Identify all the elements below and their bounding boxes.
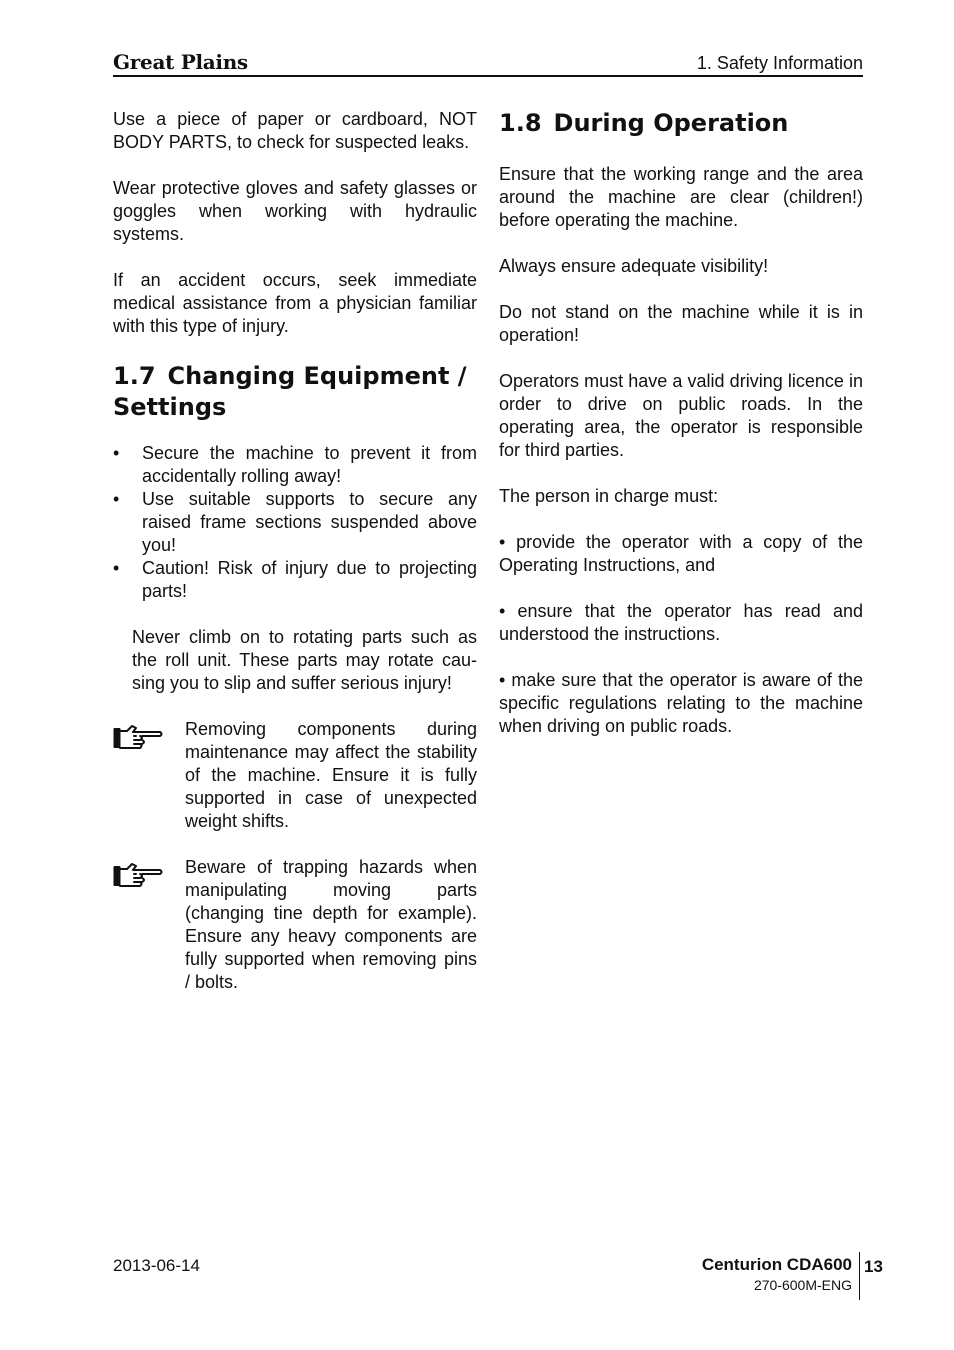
paragraph-driving-licence: Operators must have a valid driving licence in order to drive on public roads. In the operating area, the operator is responsible for third parties.	[499, 371, 863, 460]
left-column	[113, 108, 477, 1017]
page-header	[113, 50, 863, 77]
list-item	[113, 488, 477, 557]
heading-number: 1.8	[499, 109, 542, 137]
note-trapping-text: Beware of trapping hazards when manipulating moving parts (changing tine depth for example). Ensure any heavy components are fully supported when removing pins / bolts.	[185, 857, 477, 992]
list-item	[113, 557, 477, 603]
bullet-icon: •	[113, 558, 120, 578]
list-item	[113, 442, 477, 488]
paragraph-visibility: Always ensure adequate visibility!	[499, 256, 769, 276]
note-trapping	[113, 856, 477, 994]
bullet-list	[113, 442, 477, 603]
right-column	[499, 108, 863, 761]
bullet-icon: •	[113, 443, 120, 463]
bullet-icon: •	[113, 489, 120, 509]
paragraph-accident: If an accident occurs, seek immediate medical assistance from a physician familiar with this type of injury.	[113, 270, 477, 336]
section-label: 1. Safety Information	[696, 53, 863, 73]
list-item-text: Use suitable supports to secure any raised frame sections suspended above you!	[142, 489, 477, 555]
note-stability-text: Removing components during maintenance may affect the stability of the machine. Ensure it is fully supported in case of unexpected weight shifts.	[185, 719, 477, 831]
pointing-hand-icon	[113, 722, 165, 752]
footer-divider	[859, 1252, 860, 1300]
heading-text: During Operation	[553, 109, 789, 137]
page-number: 13	[864, 1257, 883, 1276]
brand-logo-text: Great Plains	[113, 50, 248, 74]
footer-model: Centurion CDA600	[701, 1255, 852, 1274]
paragraph-person-in-charge: The person in charge must:	[499, 486, 719, 506]
note-stability	[113, 718, 477, 833]
list-item-text: Caution! Risk of injury due to projecting parts!	[142, 558, 477, 601]
footer-date: 2013-06-14	[113, 1256, 200, 1275]
footer-model-block	[702, 1254, 858, 1294]
paragraph-leaks: Use a piece of paper or cardboard, NOT BODY PARTS, to check for suspected leaks.	[113, 109, 477, 152]
heading-changing-equipment	[113, 361, 477, 423]
paragraph-ensure-read: • ensure that the operator has read and understood the instructions.	[499, 601, 863, 644]
paragraph-regulations: • make sure that the operator is aware of the specific regulations relating to the machine when driving on public roads.	[499, 670, 863, 736]
list-item-text: Secure the machine to prevent it from accidentally rolling away!	[142, 443, 477, 486]
paragraph-provide-copy: • provide the operator with a copy of the Operating Instructions, and	[499, 532, 863, 575]
heading-during-operation	[499, 108, 863, 139]
pointing-hand-icon	[113, 860, 165, 890]
heading-text: Changing Equipment / Settings	[113, 362, 467, 421]
paragraph-do-not-stand: Do not stand on the machine while it is in operation!	[499, 302, 863, 345]
paragraph-rotating-parts: Never climb on to rotating parts such as the roll unit. These parts may rotate cau-sing you to slip and suffer serious injury!	[132, 627, 477, 693]
paragraph-gloves: Wear protective gloves and safety glasses or goggles when working with hydraulic systems.	[113, 178, 477, 244]
heading-number: 1.7	[113, 362, 156, 390]
paragraph-working-range: Ensure that the working range and the area around the machine are clear (children!) before operating the machine.	[499, 164, 863, 230]
footer-doc-number: 270-600M-ENG	[753, 1277, 852, 1293]
